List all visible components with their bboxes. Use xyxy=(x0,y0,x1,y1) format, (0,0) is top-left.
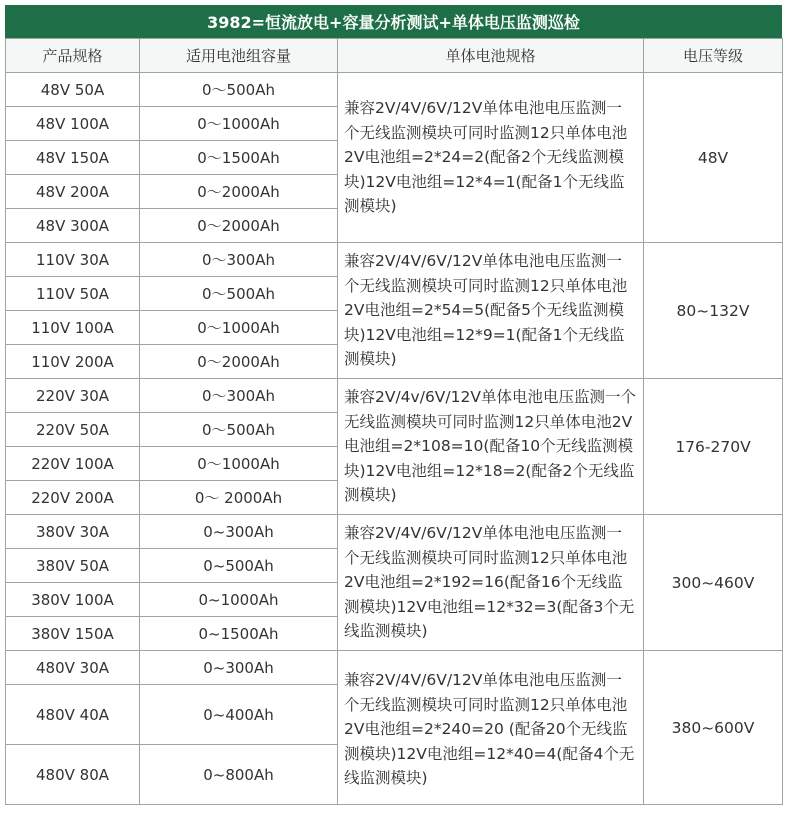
model-cell: 48V 200A xyxy=(6,175,140,209)
cell-spec-cell: 兼容2V/4V/6V/12V单体电池电压监测一个无线监测模块可同时监测12只单体电池2V电池组=2*240=20 (配备20个无线监测模块)12V电池组=12*40=4(配备4个无线监测模块) xyxy=(338,651,644,805)
capacity-cell: 0~1500Ah xyxy=(140,617,338,651)
capacity-cell: 0~300Ah xyxy=(140,515,338,549)
model-cell: 48V 100A xyxy=(6,107,140,141)
voltage-class-cell: 380~600V xyxy=(644,651,783,805)
capacity-cell: 0~400Ah xyxy=(140,685,338,745)
model-cell: 48V 150A xyxy=(6,141,140,175)
capacity-cell: 0～2000Ah xyxy=(140,209,338,243)
capacity-cell: 0～1000Ah xyxy=(140,447,338,481)
model-cell: 220V 200A xyxy=(6,481,140,515)
capacity-cell: 0～1500Ah xyxy=(140,141,338,175)
capacity-cell: 0~1000Ah xyxy=(140,583,338,617)
model-cell: 110V 30A xyxy=(6,243,140,277)
table-row xyxy=(6,379,783,413)
model-cell: 480V 30A xyxy=(6,651,140,685)
model-cell: 110V 200A xyxy=(6,345,140,379)
voltage-class-cell: 300~460V xyxy=(644,515,783,651)
table-row xyxy=(6,243,783,277)
spec-table xyxy=(5,38,783,805)
capacity-cell: 0～1000Ah xyxy=(140,107,338,141)
model-cell: 110V 100A xyxy=(6,311,140,345)
cell-spec-cell: 兼容2V/4V/6V/12V单体电池电压监测一个无线监测模块可同时监测12只单体电池2V电池组=2*24=2(配备2个无线监测模块)12V电池组=12*4=1(配备1个无线监测模块) xyxy=(338,73,644,243)
capacity-cell: 0～500Ah xyxy=(140,413,338,447)
table-row xyxy=(6,73,783,107)
table-row xyxy=(6,651,783,685)
model-cell: 480V 40A xyxy=(6,685,140,745)
model-cell: 110V 50A xyxy=(6,277,140,311)
table-row xyxy=(6,515,783,549)
capacity-cell: 0～300Ah xyxy=(140,243,338,277)
capacity-cell: 0～ 2000Ah xyxy=(140,481,338,515)
model-cell: 220V 100A xyxy=(6,447,140,481)
model-cell: 380V 50A xyxy=(6,549,140,583)
header-model: 产品规格 xyxy=(6,39,140,73)
capacity-cell: 0～2000Ah xyxy=(140,175,338,209)
table-title: 3982=恒流放电+容量分析测试+单体电压监测巡检 xyxy=(5,5,782,38)
header-voltage-class: 电压等级 xyxy=(644,39,783,73)
capacity-cell: 0~300Ah xyxy=(140,651,338,685)
capacity-cell: 0～300Ah xyxy=(140,379,338,413)
voltage-class-cell: 80~132V xyxy=(644,243,783,379)
model-cell: 380V 100A xyxy=(6,583,140,617)
model-cell: 380V 150A xyxy=(6,617,140,651)
model-cell: 220V 50A xyxy=(6,413,140,447)
model-cell: 48V 50A xyxy=(6,73,140,107)
model-cell: 480V 80A xyxy=(6,745,140,805)
model-cell: 380V 30A xyxy=(6,515,140,549)
header-capacity: 适用电池组容量 xyxy=(140,39,338,73)
voltage-class-cell: 176-270V xyxy=(644,379,783,515)
capacity-cell: 0～500Ah xyxy=(140,277,338,311)
header-cell-spec: 单体电池规格 xyxy=(338,39,644,73)
cell-spec-cell: 兼容2V/4V/6V/12V单体电池电压监测一个无线监测模块可同时监测12只单体电池2V电池组=2*54=5(配备5个无线监测模块)12V电池组=12*9=1(配备1个无线监测模块) xyxy=(338,243,644,379)
capacity-cell: 0～1000Ah xyxy=(140,311,338,345)
cell-spec-cell: 兼容2V/4V/6V/12V单体电池电压监测一个无线监测模块可同时监测12只单体电池2V电池组=2*192=16(配备16个无线监测模块)12V电池组=12*32=3(配备3个无线监测模块) xyxy=(338,515,644,651)
header-row xyxy=(6,39,783,73)
voltage-class-cell: 48V xyxy=(644,73,783,243)
capacity-cell: 0~800Ah xyxy=(140,745,338,805)
capacity-cell: 0~500Ah xyxy=(140,549,338,583)
model-cell: 48V 300A xyxy=(6,209,140,243)
capacity-cell: 0～2000Ah xyxy=(140,345,338,379)
model-cell: 220V 30A xyxy=(6,379,140,413)
capacity-cell: 0～500Ah xyxy=(140,73,338,107)
cell-spec-cell: 兼容2V/4v/6V/12V单体电池电压监测一个无线监测模块可同时监测12只单体电池2V电池组=2*108=10(配备10个无线监测模块)12V电池组=12*18=2(配备2个无线监测模块) xyxy=(338,379,644,515)
